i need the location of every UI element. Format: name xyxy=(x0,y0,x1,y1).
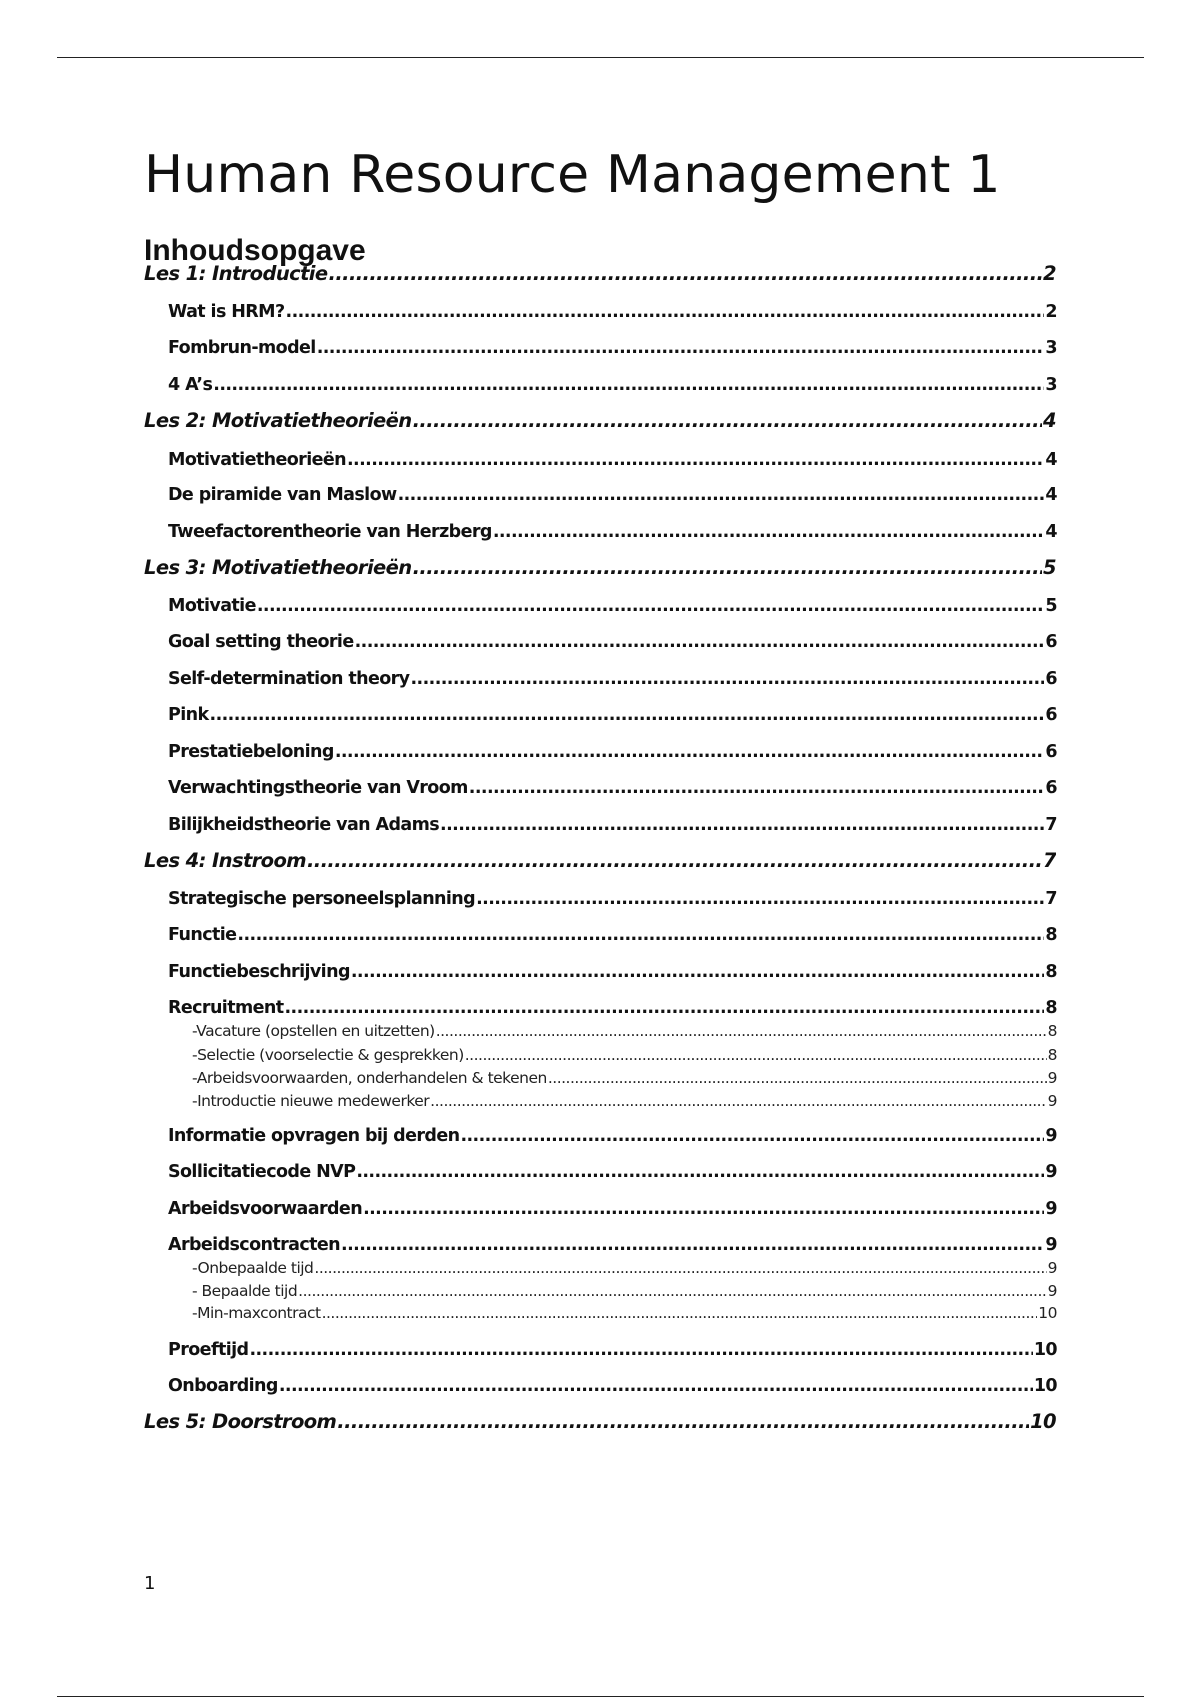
toc-entry-page: 9 xyxy=(1047,1069,1057,1087)
toc-dot-leader xyxy=(356,1158,1044,1186)
toc-entry-page: 2 xyxy=(1045,302,1057,322)
toc-entry-label: Arbeidsvoorwaarden xyxy=(168,1199,363,1219)
toc-dot-leader xyxy=(430,1090,1046,1112)
toc-dot-leader xyxy=(257,592,1045,620)
toc-dot-leader xyxy=(493,518,1045,546)
toc-dot-leader xyxy=(298,1280,1046,1302)
toc-entry-label: -Introductie nieuwe medewerker xyxy=(192,1092,430,1110)
toc-section-entry[interactable] xyxy=(168,774,1057,802)
toc-section-entry[interactable] xyxy=(168,1158,1057,1186)
toc-dot-leader xyxy=(307,845,1042,877)
toc-entry-label: Motivatie xyxy=(168,596,256,616)
toc-dot-leader xyxy=(322,1302,1038,1324)
toc-entry-page: 8 xyxy=(1045,998,1057,1018)
toc-entry-label: 4 A’s xyxy=(168,375,213,395)
toc-subsection-entry[interactable] xyxy=(192,1280,1057,1302)
toc-section-entry[interactable] xyxy=(168,518,1057,546)
toc-entry-label: Sollicitatiecode NVP xyxy=(168,1162,356,1182)
toc-entry-label: -Arbeidsvoorwaarden, onderhandelen & tekenen xyxy=(192,1069,547,1087)
toc-section-entry[interactable] xyxy=(168,1195,1057,1223)
toc-entry-label: - Bepaalde tijd xyxy=(192,1282,298,1300)
toc-entry-page: 4 xyxy=(1045,485,1057,505)
toc-chapter-entry[interactable] xyxy=(144,1406,1056,1438)
toc-entry-page: 10 xyxy=(1033,1340,1057,1360)
toc-subsection-entry[interactable] xyxy=(192,1302,1057,1324)
toc-entry-page: 9 xyxy=(1047,1282,1057,1300)
toc-entry-page: 9 xyxy=(1045,1162,1057,1182)
toc-entry-label: De piramide van Maslow xyxy=(168,485,397,505)
toc-section-entry[interactable] xyxy=(168,1231,1057,1259)
toc-entry-label: Fombrun-model xyxy=(168,338,316,358)
toc-entry-label: Functiebeschrijving xyxy=(168,962,350,982)
toc-dot-leader xyxy=(347,446,1044,474)
toc-section-entry[interactable] xyxy=(168,738,1057,766)
toc-entry-page: 3 xyxy=(1045,375,1057,395)
toc-dot-leader xyxy=(351,958,1045,986)
toc-dot-leader xyxy=(279,1372,1033,1400)
toc-entry-page: 4 xyxy=(1045,450,1057,470)
toc-section-entry[interactable] xyxy=(168,334,1057,362)
toc-entry-label: Recruitment xyxy=(168,998,284,1018)
toc-entry-page: 8 xyxy=(1045,925,1057,945)
toc-dot-leader xyxy=(548,1067,1047,1089)
document-title: Human Resource Management 1 xyxy=(144,145,1001,205)
toc-section-entry[interactable] xyxy=(168,1372,1057,1400)
toc-entry-label: Prestatiebeloning xyxy=(168,742,334,762)
toc-entry-page: 4 xyxy=(1045,522,1057,542)
toc-dot-leader xyxy=(337,1406,1029,1438)
toc-entry-page: 9 xyxy=(1045,1126,1057,1146)
toc-entry-label: -Min-maxcontract xyxy=(192,1304,321,1322)
toc-subsection-entry[interactable] xyxy=(192,1020,1057,1042)
toc-dot-leader xyxy=(249,1336,1032,1364)
toc-dot-leader xyxy=(335,738,1045,766)
toc-chapter-entry[interactable] xyxy=(144,405,1056,437)
toc-subsection-entry[interactable] xyxy=(192,1090,1057,1112)
toc-entry-label: Les 3: Motivatietheorieën xyxy=(144,556,412,579)
toc-entry-page: 7 xyxy=(1045,815,1057,835)
toc-entry-page: 4 xyxy=(1043,409,1056,432)
toc-entry-label: Les 1: Introductie xyxy=(144,262,328,285)
toc-entry-page: 10 xyxy=(1030,1410,1056,1433)
toc-entry-page: 8 xyxy=(1045,962,1057,982)
toc-entry-label: Functie xyxy=(168,925,237,945)
toc-entry-label: Motivatietheorieën xyxy=(168,450,346,470)
toc-chapter-entry[interactable] xyxy=(144,552,1056,584)
toc-entry-page: 9 xyxy=(1045,1235,1057,1255)
toc-entry-page: 7 xyxy=(1045,889,1057,909)
toc-entry-page: 6 xyxy=(1045,632,1057,652)
toc-subsection-entry[interactable] xyxy=(192,1044,1057,1066)
toc-entry-page: 2 xyxy=(1043,262,1056,285)
toc-entry-page: 8 xyxy=(1047,1022,1057,1040)
toc-entry-label: Les 5: Doorstroom xyxy=(144,1410,337,1433)
toc-chapter-entry[interactable] xyxy=(144,258,1056,290)
toc-entry-label: Proeftijd xyxy=(168,1340,249,1360)
toc-entry-label: Onboarding xyxy=(168,1376,278,1396)
toc-entry-label: Goal setting theorie xyxy=(168,632,354,652)
toc-dot-leader xyxy=(460,1122,1044,1150)
toc-dot-leader xyxy=(413,405,1042,437)
toc-entry-label: Arbeidscontracten xyxy=(168,1235,341,1255)
toc-heading: Inhoudsopgave xyxy=(144,234,366,267)
toc-section-entry[interactable] xyxy=(168,811,1057,839)
toc-section-entry[interactable] xyxy=(168,1122,1057,1150)
toc-dot-leader xyxy=(237,921,1044,949)
toc-entry-page: 9 xyxy=(1047,1259,1057,1277)
toc-section-entry[interactable] xyxy=(168,665,1057,693)
toc-dot-leader xyxy=(440,811,1044,839)
toc-entry-label: -Selectie (voorselectie & gesprekken) xyxy=(192,1046,464,1064)
toc-dot-leader xyxy=(286,298,1045,326)
toc-dot-leader xyxy=(329,258,1043,290)
toc-dot-leader xyxy=(341,1231,1044,1259)
toc-dot-leader xyxy=(314,1257,1046,1279)
footer-rule xyxy=(57,1696,1144,1697)
toc-dot-leader xyxy=(465,1044,1047,1066)
toc-entry-label: -Onbepaalde tijd xyxy=(192,1259,314,1277)
toc-entry-page: 10 xyxy=(1033,1376,1057,1396)
toc-entry-label: Self-determination theory xyxy=(168,669,410,689)
toc-entry-page: 9 xyxy=(1045,1199,1057,1219)
toc-entry-label: Les 4: Instroom xyxy=(144,849,306,872)
toc-entry-label: Les 2: Motivatietheorieën xyxy=(144,409,412,432)
toc-entry-page: 9 xyxy=(1047,1092,1057,1110)
toc-dot-leader xyxy=(411,665,1045,693)
toc-dot-leader xyxy=(436,1020,1047,1042)
toc-entry-label: -Vacature (opstellen en uitzetten) xyxy=(192,1022,435,1040)
toc-section-entry[interactable] xyxy=(168,446,1057,474)
toc-section-entry[interactable] xyxy=(168,481,1057,509)
toc-entry-label: Bilijkheidstheorie van Adams xyxy=(168,815,440,835)
toc-dot-leader xyxy=(213,371,1044,399)
toc-entry-label: Wat is HRM? xyxy=(168,302,285,322)
toc-dot-leader xyxy=(355,628,1045,656)
toc-entry-page: 6 xyxy=(1045,778,1057,798)
toc-entry-label: Strategische personeelsplanning xyxy=(168,889,476,909)
toc-section-entry[interactable] xyxy=(168,921,1057,949)
toc-entry-page: 3 xyxy=(1045,338,1057,358)
toc-dot-leader xyxy=(210,701,1045,729)
toc-entry-page: 7 xyxy=(1043,849,1056,872)
toc-entry-page: 6 xyxy=(1045,705,1057,725)
toc-section-entry[interactable] xyxy=(168,298,1057,326)
toc-dot-leader xyxy=(363,1195,1044,1223)
toc-section-entry[interactable] xyxy=(168,994,1057,1022)
toc-chapter-entry[interactable] xyxy=(144,845,1056,877)
toc-entry-page: 6 xyxy=(1045,742,1057,762)
toc-entry-page: 6 xyxy=(1045,669,1057,689)
toc-entry-label: Verwachtingstheorie van Vroom xyxy=(168,778,468,798)
toc-section-entry[interactable] xyxy=(168,958,1057,986)
toc-section-entry[interactable] xyxy=(168,1336,1057,1364)
toc-dot-leader xyxy=(469,774,1045,802)
toc-subsection-entry[interactable] xyxy=(192,1067,1057,1089)
toc-entry-label: Tweefactorentheorie van Herzberg xyxy=(168,522,492,542)
toc-dot-leader xyxy=(285,994,1045,1022)
toc-entry-page: 5 xyxy=(1045,596,1057,616)
toc-entry-label: Informatie opvragen bij derden xyxy=(168,1126,460,1146)
toc-section-entry[interactable] xyxy=(168,628,1057,656)
toc-dot-leader xyxy=(398,481,1045,509)
toc-entry-label: Pink xyxy=(168,705,209,725)
toc-entry-page: 10 xyxy=(1038,1304,1057,1322)
toc-dot-leader xyxy=(476,885,1044,913)
toc-section-entry[interactable] xyxy=(168,592,1057,620)
toc-entry-page: 5 xyxy=(1043,556,1056,579)
toc-entry-page: 8 xyxy=(1047,1046,1057,1064)
toc-subsection-entry[interactable] xyxy=(192,1257,1057,1279)
page-number: 1 xyxy=(144,1573,156,1594)
toc-section-entry[interactable] xyxy=(168,701,1057,729)
toc-dot-leader xyxy=(413,552,1042,584)
toc-dot-leader xyxy=(317,334,1045,362)
toc-section-entry[interactable] xyxy=(168,885,1057,913)
toc-section-entry[interactable] xyxy=(168,371,1057,399)
